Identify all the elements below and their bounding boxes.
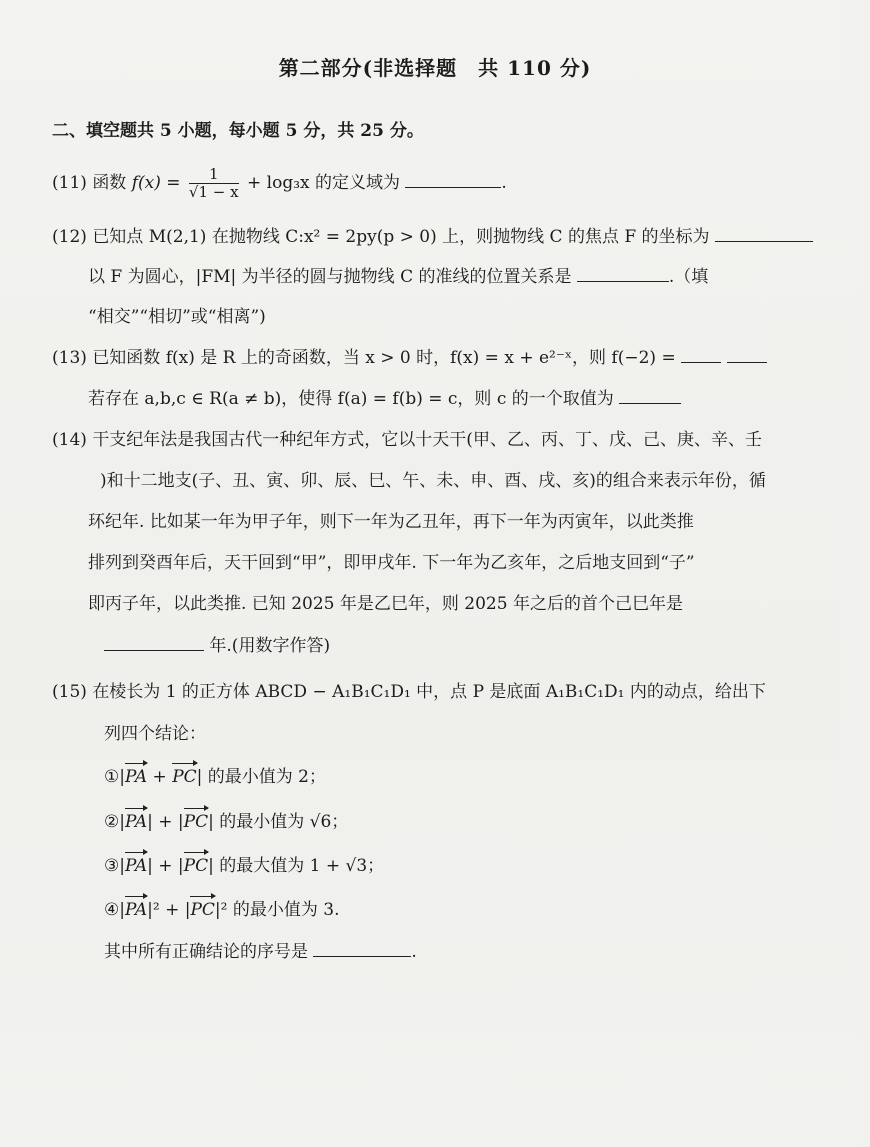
- question-12-line-3: “相交”“相切”或“相离”): [88, 307, 266, 327]
- question-14-line-5: 即丙子年，以此类推. 已知 2025 年是乙巳年，则 2025 年之后的首个己巳年是: [88, 594, 683, 614]
- question-11: (11) 函数 f(x) = $\frac{1}{√1 - x}$ + log₃x 的定义域为 .: [52, 165, 507, 201]
- question-13-line-2: 若存在 a,b,c ∈ R(a ≠ b)，使得 f(a) = f(b) = c，则 c 的一个取值为: [88, 387, 681, 411]
- question-15-final: 其中所有正确结论的序号是 .: [104, 942, 417, 962]
- vector-pa: PA: [124, 900, 148, 920]
- question-number: (15): [52, 682, 87, 702]
- question-15-line-2: 列四个结论：: [104, 724, 206, 744]
- question-number: (11): [52, 173, 87, 193]
- answer-blank[interactable]: [727, 346, 767, 363]
- fraction: $\frac{1}{√1 - x}$: [188, 165, 239, 201]
- vector-pc: PC: [190, 900, 215, 920]
- answer-blank[interactable]: [104, 634, 204, 651]
- question-number: (14): [52, 430, 87, 450]
- question-15: (15) 在棱长为 1 的正方体 ABCD − A₁B₁C₁D₁ 中，点 P 是底面 A₁B₁C₁D₁ 内的动点，给出下: [52, 682, 766, 702]
- question-number: (13): [52, 348, 87, 368]
- conclusion-2: ②|PA| + |PC| 的最小值为 √6；: [104, 812, 349, 832]
- question-12: (12) 已知点 M(2,1) 在抛物线 C:x² = 2py(p > 0) 上，则抛物线 C 的焦点 F 的坐标为: [52, 225, 813, 249]
- vector-pa: PA: [124, 856, 148, 876]
- vector-pa: PA: [124, 767, 148, 787]
- answer-blank[interactable]: [681, 346, 721, 363]
- answer-blank[interactable]: [715, 225, 813, 242]
- vector-pc: PC: [172, 767, 197, 787]
- conclusion-1: ①|PA + PC| 的最小值为 2；: [104, 767, 326, 787]
- question-13: (13) 已知函数 f(x) 是 R 上的奇函数，当 x > 0 时，f(x) = x + e²⁻ˣ，则 f(−2) =: [52, 346, 767, 370]
- question-14-line-3: 环纪年. 比如某一年为甲子年，则下一年为乙丑年，再下一年为丙寅年，以此类推: [88, 512, 694, 532]
- question-14: (14) 干支纪年法是我国古代一种纪年方式，它以十天干(甲、乙、丙、丁、戊、己、庚、辛、壬: [52, 430, 762, 450]
- answer-blank[interactable]: [313, 940, 411, 957]
- vector-pc: PC: [183, 812, 209, 832]
- conclusion-3: ③|PA| + |PC| 的最大值为 1 + √3；: [104, 856, 385, 876]
- section-heading: 二、填空题共 5 小题，每小题 5 分，共 25 分。: [52, 121, 424, 141]
- answer-blank[interactable]: [619, 387, 681, 404]
- vector-pc: PC: [183, 856, 209, 876]
- vector-pa: PA: [124, 812, 148, 832]
- question-14-line-4: 排列到癸酉年后，天干回到“甲”，即甲戌年. 下一年为乙亥年，之后地支回到“子”: [88, 553, 695, 573]
- conclusion-4: ④|PA|² + |PC|² 的最小值为 3.: [104, 900, 340, 920]
- answer-blank[interactable]: [577, 265, 669, 282]
- page-title: 第二部分(非选择题 共 110 分): [278, 56, 592, 80]
- question-number: (12): [52, 227, 87, 247]
- question-14-line-6: 年.(用数字作答): [104, 634, 330, 658]
- question-12-line-2: 以 F 为圆心，|FM| 为半径的圆与抛物线 C 的准线的位置关系是 .（填: [88, 267, 709, 287]
- edge-fade: [830, 0, 870, 1147]
- question-14-line-2: )和十二地支(子、丑、寅、卯、辰、巳、午、未、申、酉、戌、亥)的组合来表示年份，循: [100, 471, 766, 491]
- answer-blank[interactable]: [405, 171, 501, 188]
